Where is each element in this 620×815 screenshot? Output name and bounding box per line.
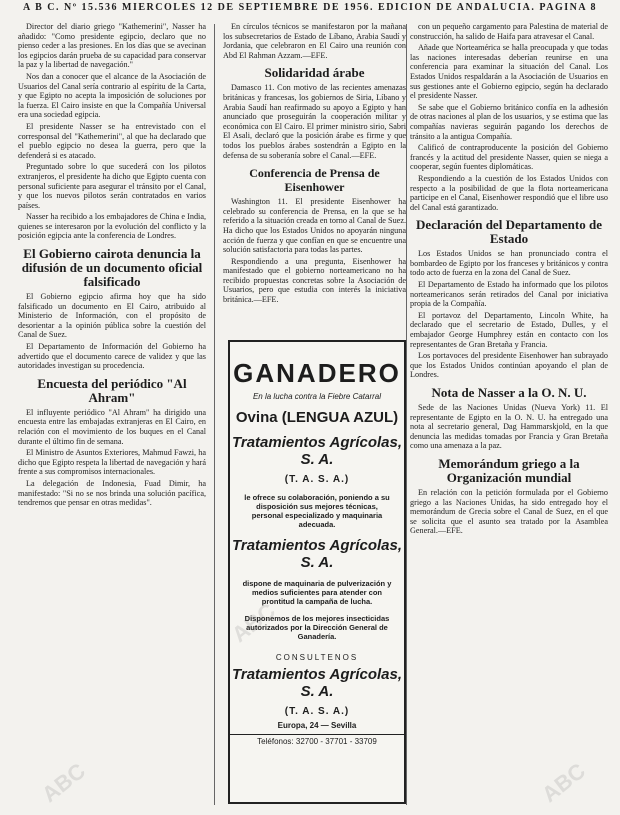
ad-acronym: (T. A. S. A.) [284,706,350,717]
article-paragraph: Añade que Norteamérica se halla preocupada y que todas las naciones interesadas deberían reunirse en una conferencia para examinar la situación del Canal. Los Estados Unidos respaldarán a la Asociación de Usuarios en sus gestiones ante el Gobierno egipcio, según ha declarado el presidente Nasser. [410,43,608,101]
column-1 [18,22,206,807]
article-paragraph: Damasco 11. Con motivo de las recientes amenazas británicas y francesas, los gobiernos de Siria, Líbano y Arabia Saudí han reafirmado su apoyo a Egipto y han anunciado que proseguirán la cooperación militar y económica con El Cairo. El primer ministro sirio, Sabri El Asali, declaró que la posición árabe es firme y que todos los pueblos árabes sostendrán a Egipto en la defensa de su soberanía sobre el Canal.—EFE. [223,83,406,160]
article-heading: Encuesta del periódico "Al Ahram" [37,375,187,405]
article-paragraph: Director del diario griego "Kathemerini", Nasser ha añadido: "Como presidente egipcio, declaro que no pienso ceder a las presiones. En los días que se avecinan los egipcios darán prueba de su capacidad para conservar la paz y la libertad de navegación." [18,22,206,70]
watermark: ABC [37,758,91,808]
article-paragraph: El Ministro de Asuntos Exteriores, Mahmud Fawzi, ha dicho que Egipto respeta la libertad de navegación y hará frente a sus compromisos internacionales. [18,448,206,477]
ad-text: le ofrece su colaboración, poniendo a su disposición sus mejores técnicas, personal especializado y maquinaria adecuada. [244,493,390,529]
column-rule [214,24,215,805]
column-rule [406,24,407,805]
article-paragraph: El influyente periódico "Al Ahram" ha dirigido una encuesta entre las embajadas extranjeras en El Cairo, en relación con el movimiento de los buques en el Canal durante el último fin de semana. [18,407,206,446]
article-heading: Conferencia de Prensa de Eisenhower [249,166,380,195]
column-3 [410,22,608,807]
article-paragraph: El portavoz del Departamento, Lincoln White, ha declarado que el secretario de Estado, Dulles, y el embajador George Humphrey están en contacto con los representantes de Gran Bretaña y Francia. [410,310,608,349]
article-paragraph: El Gobierno egipcio afirma hoy que ha sido falsificado un documento en El Cairo, atribuido al Ministerio de Información, con el propósito de desorientar a la opinión pública sobre la cuestión del Canal de Suez. [18,292,206,340]
article-paragraph: El Departamento de Información del Gobierno ha advertido que el documento carece de validez y que las autoridades investigan su procedencia. [18,342,206,371]
watermark: ABC [537,758,591,808]
ad-phones: Teléfonos: 32700 - 37701 - 33709 [230,734,404,746]
ad-subtitle: En la lucha contra la Fiebre Catarral [252,392,382,401]
article-paragraph: Respondiendo a la cuestión de los Estados Unidos con respecto a la posibilidad de que la flota norteamericana participe en el Canal, Eisenhower respondió que el libre uso del Canal está garantizado. [410,173,608,212]
ad-consult-label: CONSULTENOS [275,653,359,662]
article-paragraph: Los Estados Unidos se han pronunciado contra el bombardeo de Egipto por los franceses y británicos y contra todo acto de fuerza en la zona del Canal de Suez. [410,249,608,278]
article-paragraph: La delegación de Indonesia, Fuad Dimir, ha manifestado: "Si no se nos brinda una solución pacífica, tendremos que pensar en otras medidas". [18,478,206,508]
article-paragraph: Se sabe que el Gobierno británico confía en la adhesión de otras naciones al plan de los usuarios, y se estima que las compañías navieras seguirán pagando los derechos de tránsito a la antigua Compañía. [410,102,608,141]
ad-company: Tratamientos Agrícolas, S. A. [231,666,403,700]
article-heading: El Gobierno cairota denuncia la difusión de un documento oficial falsificado [21,246,203,290]
article-paragraph: Nos dan a conocer que el alcance de la Asociación de Usuarios del Canal sería contrario al espíritu de la Carta, y que Egipto no acepta la imposición de soluciones por la fuerza. El Cairo insiste en que la Compañía Universal era una sociedad egipcia. [18,71,206,120]
article-paragraph: El presidente Nasser se ha entrevistado con el corresponsal del "Kathemerini", al que ha declarado que el pueblo egipcio no desea la guerra, pero que la defenderá si es atacado. [18,121,206,160]
ad-product: Ovina (LENGUA AZUL) [235,409,399,426]
article-heading: Memorándum griego a la Organización mundial [438,455,580,485]
article-paragraph: En círculos técnicos se manifestaron por la mañana los subsecretarios de Estado de Líbano, Arabia Saudí y Jordania, que celebraron en El Cairo una reunión con Abd El Rahman Azzam.—EFE. [223,22,406,60]
article-paragraph: En relación con la petición formulada por el Gobierno griego a las Naciones Unidas, ha sido entregado hoy el memorándum de Grecia sobre el Canal de Suez, en el que se solicita que el asunto sea tratado por la Asamblea General.—EFE. [410,487,608,536]
page-header: A B C. Nº 15.536 MIERCOLES 12 DE SEPTIEMBRE DE 1956. EDICION DE ANDALUCIA. PAGINA 8 [22,2,598,13]
article-paragraph: Los portavoces del presidente Eisenhower han subrayado que los Estados Unidos continúan apoyando el plan de Londres. [410,351,608,380]
article-paragraph: Calificó de contraproducente la posición del Gobierno francés y la actitud del presidente Nasser, quien se niega a cooperar, según fuentes diplomáticas. [410,143,608,172]
ad-company: Tratamientos Agrícolas, S. A. [231,537,403,571]
article-paragraph: Nasser ha recibido a los embajadores de China e India, quienes se interesaron por la evolución del conflicto y la posición egipcia ante la conferencia de Londres. [18,212,206,241]
article-heading: Nota de Nasser a la O. N. U. [431,385,587,400]
article-paragraph: Respondiendo a una pregunta, Eisenhower ha manifestado que el gobierno norteamericano no ha recibido propuestas concretas sobre la Asociación de Usuarios, pero que estudia con interés la iniciativa británica.—EFE. [223,256,406,305]
article-paragraph: El Departamento de Estado ha informado que los pilotos norteamericanos serán retirados del Canal por iniciativa propia de la Compañía. [410,280,608,309]
ad-address: Europa, 24 — Sevilla [277,721,357,730]
ad-title: GANADERO [233,358,401,388]
article-paragraph: Sede de las Naciones Unidas (Nueva York) 11. El representante de Egipto en la O. N. U. ha entregado una nota al secretario general, Dag Hammarskjold, en la que denuncia las medidas tomadas por Francia y Gran Bretaña como una amenaza a la paz. [410,403,608,451]
ad-text: Disponemos de los mejores insecticidas autorizados por la Dirección General de Ganadería. [244,614,390,641]
article-paragraph: Washington 11. El presidente Eisenhower ha celebrado su conferencia de Prensa, en la que se ha referido a la situación creada en torno al Canal de Suez. Ha dicho que los Estados Unidos no apoyarán ninguna acción de fuerza y que confían en que se encuentre una solución satisfactoria para todas las partes. [223,197,406,255]
column-2 [223,22,406,335]
advertisement-box [228,340,406,804]
ad-text: dispone de maquinaria de pulverización y medios suficientes para atender con prontitud la campaña de lucha. [242,579,392,606]
ad-company: Tratamientos Agrícolas, S. A. [231,434,403,468]
article-heading: Declaración del Departamento de Estado [416,217,602,247]
article-heading: Solidaridad árabe [264,65,365,81]
article-paragraph: con un pequeño cargamento para Palestina de material de construcción, ha salido de Haifa para atravesar el Canal. [410,22,608,41]
ad-acronym: (T. A. S. A.) [284,474,350,485]
article-paragraph: Preguntado sobre lo que sucederá con los pilotos extranjeros, el presidente ha dicho que Egipto cuenta con personal suficiente para asegurar el tránsito por el Canal, y que los nuevos pilotos serán contratados en varios países. [18,162,206,210]
